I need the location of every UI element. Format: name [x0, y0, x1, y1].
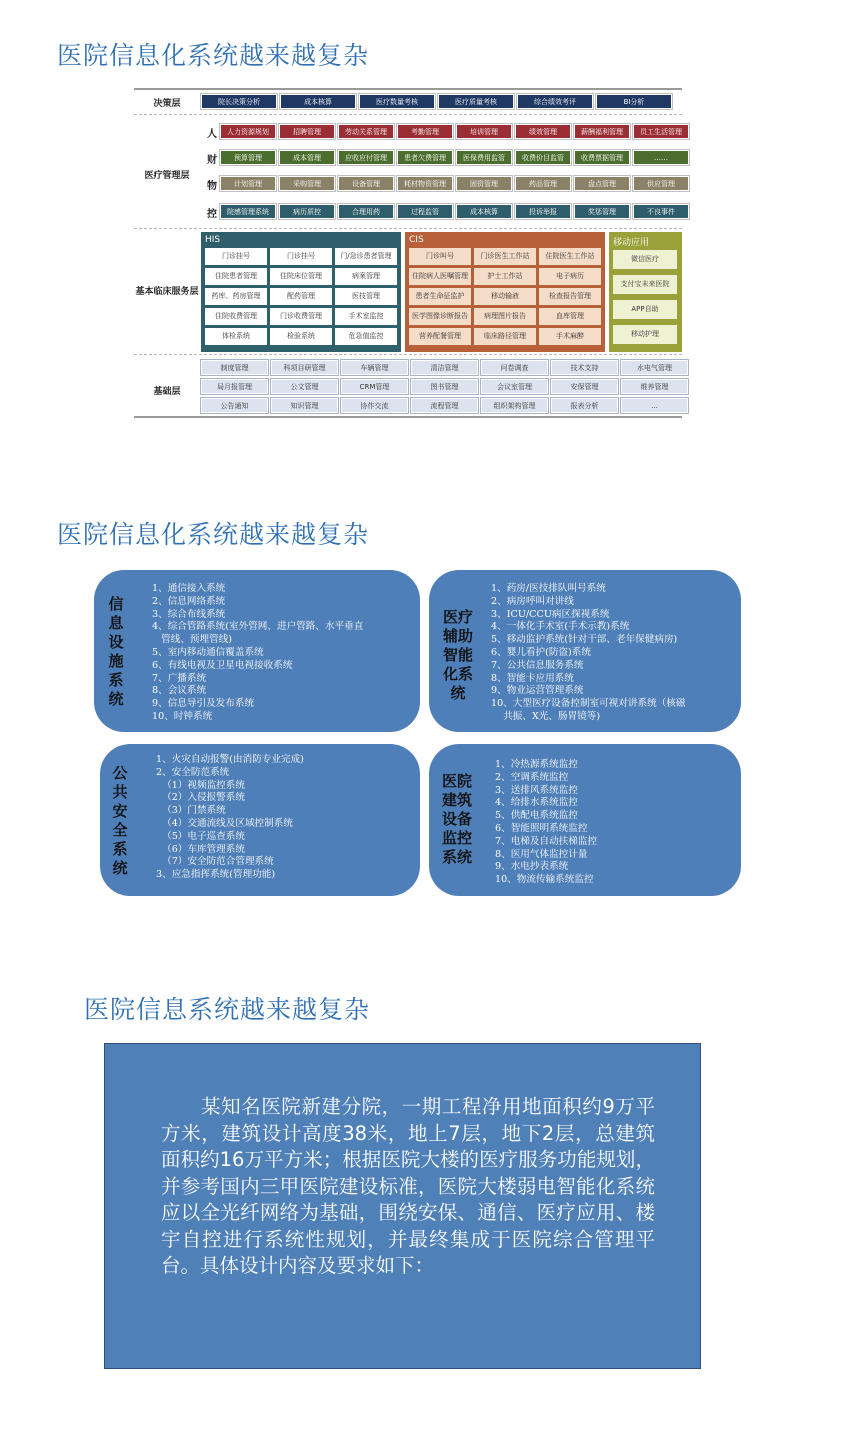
list-item: （1）视频监控系统: [156, 779, 245, 791]
list-item: 共振、X光、肠胃镜等): [491, 710, 601, 722]
list-item: 6、婴儿看护(防盗)系统: [491, 646, 591, 658]
his-item: 检验系统: [270, 328, 332, 345]
clinical-layer-label: 基本临床服务层: [135, 287, 199, 297]
his-item: 体检系统: [205, 328, 267, 345]
list-item: 5、移动监护系统(针对干部、老年保健病房): [491, 634, 678, 646]
architecture-diagram: [134, 88, 682, 419]
base-layer-label: 基础层: [153, 387, 181, 397]
list-item: 7、电梯及自动扶梯监控: [495, 835, 598, 847]
list-item: 2、信息网络系统: [152, 595, 226, 607]
description-paragraph: 某知名医院新建分院，一期工程净用地面积约9万平方米，建筑设计高度38米，地上7层，地下2层，总建筑面积约16万平方米；根据医院大楼的医疗服务功能规划，并参考国内三甲医院建设标准，医院大楼弱电智能化系统应以全光纤网络为基础，围绕安保、通信、医疗应用、楼宇自控进行系统性规划，并最终集成于医院综合管理平台。具体设计内容及要求如下：: [161, 1095, 655, 1277]
list-item: 7、公共信息服务系统: [491, 659, 584, 671]
box-title: 医院建筑设备监控系统: [441, 772, 472, 866]
base-item: 公告通知: [201, 398, 268, 413]
his-item: 门/急诊患者管理: [335, 248, 397, 265]
list-item: 4、给排水系统监控: [495, 797, 578, 809]
mgmt-item: 供应管理: [633, 176, 689, 191]
base-item: 协作交流: [341, 398, 408, 413]
base-item: 图书管理: [411, 379, 478, 394]
cis-item: 门诊叫号: [409, 248, 471, 265]
box-title: 医疗辅助智能化系统: [442, 608, 473, 702]
list-item: （5）电子巡查系统: [156, 830, 245, 842]
his-item: 门诊挂号: [205, 248, 267, 265]
list-item: 3、综合布线系统: [152, 608, 226, 620]
section1-title: 医院信息化系统越来越复杂: [57, 41, 370, 70]
mgmt-item: 收费票据管理: [574, 150, 630, 165]
mgmt-row-people: [220, 124, 689, 139]
list-item: 9、信息导引及发布系统: [152, 698, 255, 710]
mobile-grid: [613, 250, 677, 344]
base-item: 清洁管理: [411, 360, 478, 375]
list-item: 4、综合管路系统(室外管网、进户管路、水平垂直: [152, 621, 364, 633]
mgmt-item: 成本核算: [456, 204, 512, 219]
list-item: 3、送排风系统监控: [495, 784, 578, 796]
mgmt-item: 计划管理: [220, 176, 276, 191]
decision-item: BI分析: [596, 94, 672, 109]
divider: [134, 228, 682, 229]
his-item: 住院床位管理: [270, 268, 332, 285]
list-item: 9、水电抄表系统: [495, 861, 569, 873]
his-item: 医技管理: [335, 288, 397, 305]
mgmt-item: 过程监管: [397, 204, 453, 219]
cis-item: 电子病历: [539, 268, 601, 285]
list-item: 2、空调系统监控: [495, 771, 569, 783]
cis-item: 临床路径管理: [474, 328, 536, 345]
base-item: 会议室管理: [481, 379, 548, 394]
list-item: （2）入侵报警系统: [156, 792, 245, 804]
mgmt-item: 成本管理: [279, 150, 335, 165]
divider: [134, 88, 682, 90]
base-item: 知识管理: [271, 398, 338, 413]
his-item: 手术室监控: [335, 308, 397, 325]
his-panel: [201, 232, 401, 352]
mgmt-item: 投诉举报: [515, 204, 571, 219]
list-item: 7、广播系统: [152, 672, 207, 684]
box-title: 信息设施系统: [108, 595, 124, 708]
base-item: 安保管理: [551, 379, 618, 394]
mgmt-item: ……: [633, 150, 689, 165]
cis-item: 检查报告管理: [539, 288, 601, 305]
decision-item: 综合绩效考评: [517, 94, 593, 109]
list-item: 6、智能照明系统监控: [495, 822, 588, 834]
management-layer-label: 医疗管理层: [144, 171, 190, 181]
section2-title: 医院信息化系统越来越复杂: [57, 520, 370, 549]
mgmt-item: 预算管理: [220, 150, 276, 165]
mgmt-char: 控: [207, 209, 217, 220]
divider: [134, 114, 682, 115]
list-item: 10、时钟系统: [152, 710, 213, 722]
list-item: 9、物业运营管理系统: [491, 685, 584, 697]
decision-item: 医疗质量考核: [438, 94, 514, 109]
cis-panel: [405, 232, 605, 352]
base-item: CRM管理: [341, 379, 408, 394]
list-item: 3、应急指挥系统(管理功能): [156, 869, 276, 881]
base-item: 制度管理: [201, 360, 268, 375]
base-row: [201, 360, 688, 375]
his-title: HIS: [205, 235, 221, 245]
mgmt-item: 不良事件: [633, 204, 689, 219]
base-item: 技术支持: [551, 360, 618, 375]
mgmt-item: 耗材物资管理: [397, 176, 453, 191]
base-item: 科项目研管理: [271, 360, 338, 375]
public-safety-box: [100, 744, 420, 896]
list-item: 8、会议系统: [152, 685, 207, 697]
mgmt-item: 考勤管理: [397, 124, 453, 139]
decision-item: 医疗数量考核: [359, 94, 435, 109]
list-item: 3、ICU/CCU病区探视系统: [491, 608, 610, 620]
divider: [134, 416, 682, 418]
mgmt-item: 培训管理: [456, 124, 512, 139]
his-item: 住院患者管理: [205, 268, 267, 285]
item-list: [491, 583, 686, 724]
mgmt-item: 设备管理: [338, 176, 394, 191]
his-grid: [205, 248, 397, 345]
mgmt-item: 员工生活管理: [633, 124, 689, 139]
mgmt-char: 人: [207, 129, 217, 140]
box-title: 公共安全系统: [112, 764, 128, 877]
mgmt-item: 药品管理: [515, 176, 571, 191]
list-item: （4）交通流线及区域控制系统: [156, 817, 293, 829]
mgmt-item: 招聘管理: [279, 124, 335, 139]
decision-layer-label: 决策层: [153, 99, 181, 109]
list-item: 1、火灾自动报警(由消防专业完成): [156, 754, 304, 765]
mgmt-item: 采购管理: [279, 176, 335, 191]
list-item: 1、通信接入系统: [152, 583, 226, 594]
mgmt-item: 固资管理: [456, 176, 512, 191]
mgmt-item: 薪酬福利管理: [574, 124, 630, 139]
mgmt-item: 收费价目监管: [515, 150, 571, 165]
cis-item: 住院病人医嘱管理: [409, 268, 471, 285]
list-item: 10、大型医疗设备控制室可视对讲系统（核磁: [491, 698, 686, 710]
mgmt-row-material: [220, 176, 689, 191]
base-row: [201, 398, 688, 413]
medical-aux-box: [429, 570, 741, 732]
his-item: 药库、药房管理: [205, 288, 267, 305]
list-item: 管线、预埋管线): [152, 634, 233, 646]
base-item: 报表分析: [551, 398, 618, 413]
list-item: 5、室内移动通信覆盖系统: [152, 646, 264, 658]
list-item: 4、一体化手术室(手术示教)系统: [491, 621, 630, 633]
his-item: 门诊收费管理: [270, 308, 332, 325]
cis-grid: [409, 248, 601, 345]
base-item: 局月报管理: [201, 379, 268, 394]
mgmt-item: 院感管理系统: [220, 204, 276, 219]
cis-item: 手术麻醉: [539, 328, 601, 345]
his-item: 配药管理: [270, 288, 332, 305]
his-item: 危急值监控: [335, 328, 397, 345]
cis-item: 护士工作站: [474, 268, 536, 285]
mgmt-item: 人力资源规划: [220, 124, 276, 139]
his-item: 病案管理: [335, 268, 397, 285]
list-item: 8、智能卡应用系统: [491, 672, 574, 684]
mgmt-row-finance: [220, 150, 689, 165]
mobile-item: 微信医疗: [613, 250, 677, 269]
info-facility-box: [94, 570, 420, 732]
base-item: 流程管理: [411, 398, 478, 413]
mgmt-item: 患者欠费管理: [397, 150, 453, 165]
base-item: 维养管理: [621, 379, 688, 394]
mgmt-char: 物: [207, 181, 217, 192]
mobile-panel: [609, 232, 682, 352]
mgmt-item: 奖惩管理: [574, 204, 630, 219]
mobile-item: APP自助: [613, 300, 677, 319]
mgmt-item: 医保费用监管: [456, 150, 512, 165]
list-item: 10、物流传输系统监控: [495, 874, 594, 886]
mgmt-item: 劳动关系管理: [338, 124, 394, 139]
base-item: ...: [621, 398, 688, 413]
item-list: [495, 759, 597, 887]
cis-title: CIS: [409, 235, 424, 245]
cis-item: 医学图像诊断报告: [409, 308, 471, 325]
mgmt-char: 财: [207, 155, 217, 166]
divider: [134, 354, 682, 355]
mobile-title: 移动应用: [613, 238, 650, 248]
list-item: 1、药房/医技排队叫号系统: [491, 583, 606, 594]
list-item: 2、安全防范系统: [156, 766, 230, 778]
mgmt-item: 盘点管理: [574, 176, 630, 191]
cis-item: 病理图片报告: [474, 308, 536, 325]
mgmt-item: 病历质控: [279, 204, 335, 219]
base-item: 公文管理: [271, 379, 338, 394]
mgmt-item: 绩效管理: [515, 124, 571, 139]
list-item: 2、病房呼叫对讲线: [491, 595, 574, 607]
base-item: 问卷调查: [481, 360, 548, 375]
list-item: 8、医用气体监控计量: [495, 848, 588, 860]
decision-item: 院长决策分析: [201, 94, 277, 109]
cis-item: 住院医生工作站: [539, 248, 601, 265]
mgmt-row-control: [220, 204, 689, 219]
base-item: 组织架构管理: [481, 398, 548, 413]
list-item: 5、供配电系统监控: [495, 810, 578, 822]
list-item: 6、有线电视及卫星电视接收系统: [152, 659, 293, 671]
cis-item: 患者生命征监护: [409, 288, 471, 305]
list-item: （3）门禁系统: [156, 805, 226, 817]
mgmt-item: 应收应付管理: [338, 150, 394, 165]
list-item: （7）安全防范合管理系统: [156, 856, 274, 868]
building-monitoring-box: [429, 744, 741, 896]
section3-title: 医院信息系统越来越复杂: [84, 995, 371, 1024]
cis-item: 血库管理: [539, 308, 601, 325]
his-item: 住院收费管理: [205, 308, 267, 325]
decision-item: 成本核算: [280, 94, 356, 109]
cis-item: 门诊医生工作站: [474, 248, 536, 265]
mobile-item: 支付宝未来医院: [613, 275, 677, 294]
his-item: 门诊挂号: [270, 248, 332, 265]
base-row: [201, 379, 688, 394]
base-item: 车辆管理: [341, 360, 408, 375]
mgmt-item: 合理用药: [338, 204, 394, 219]
item-list: [156, 754, 304, 882]
decision-row: [201, 94, 672, 109]
description-box: [104, 1043, 701, 1369]
mobile-item: 移动护理: [613, 325, 677, 344]
list-item: （6）车库管理系统: [156, 843, 245, 855]
item-list: [152, 583, 363, 724]
list-item: 1、冷热源系统监控: [495, 759, 578, 770]
cis-item: 移动输液: [474, 288, 536, 305]
base-item: 水电气管理: [621, 360, 688, 375]
cis-item: 营养配餐管理: [409, 328, 471, 345]
